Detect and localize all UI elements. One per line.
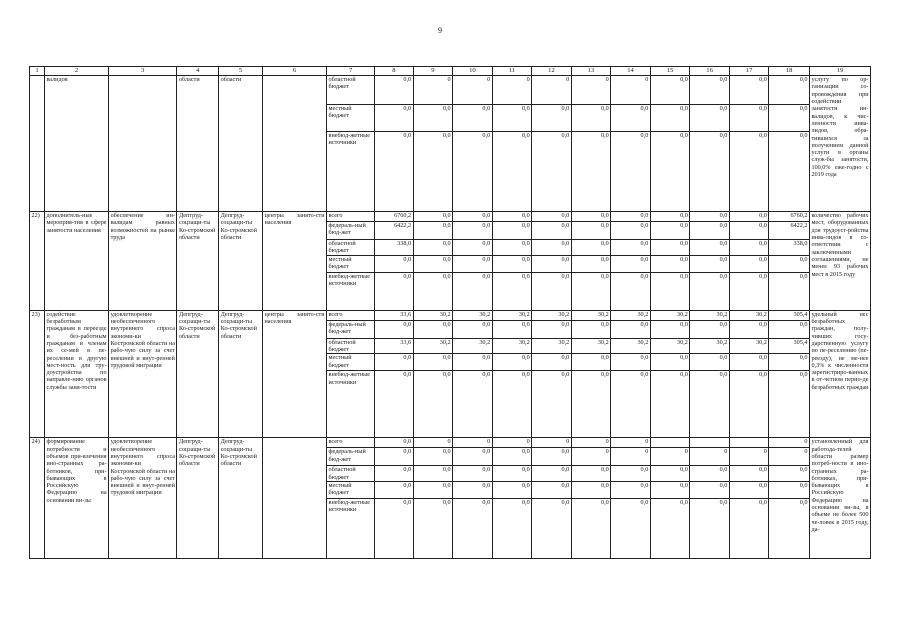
funding-value: 0,0 [375, 466, 413, 482]
funding-value: 0,0 [690, 498, 730, 558]
column-number-16: 16 [690, 67, 730, 76]
funding-value: 0,0 [532, 255, 572, 272]
funding-value: 0,0 [453, 448, 493, 466]
funding-value: 0,0 [492, 105, 532, 132]
funding-value: 0,0 [729, 498, 769, 558]
funding-value: 0,0 [375, 481, 413, 498]
funding-value: 30,2 [650, 310, 690, 320]
funding-value: 0,0 [690, 481, 730, 498]
column-number-11: 11 [492, 67, 532, 76]
funding-source: местный бюджет [327, 255, 375, 272]
funding-source: внебюд-жетные источники [327, 132, 375, 212]
funding-value: 0,0 [571, 466, 611, 482]
funding-value: 0,0 [729, 212, 769, 222]
funding-value: 0,0 [611, 240, 651, 256]
funding-source: местный бюджет [327, 481, 375, 498]
funding-value: 30,2 [690, 338, 730, 354]
activity-task: удовлетворение необеспеченного внутреннего спроса экономи-ки Костромской области на рабо-чую силу за счет внешней и внут-ренней трудовой миграции [109, 310, 177, 438]
funding-value: 30,2 [453, 338, 493, 354]
funding-value: 30,2 [690, 310, 730, 320]
co-executor: Депгруд-соцзащи-ты Ко-стромской области [219, 310, 263, 438]
funding-value: 0,0 [413, 466, 453, 482]
funding-value: 0,0 [650, 272, 690, 310]
funding-value: 0 [611, 76, 651, 105]
funding-value: 0,0 [413, 240, 453, 256]
activity-name: формирование потребности и объемов при-влечения ино-странных ра-ботников, при-бывающих в Российскую Федерацию на основании ви-зы [44, 438, 108, 559]
funding-value: 0 [769, 448, 810, 466]
column-number-4: 4 [177, 67, 219, 76]
funding-value: 0,0 [729, 272, 769, 310]
funding-value: 6422,2 [375, 222, 413, 240]
responsible-executor: области [177, 76, 219, 212]
funding-value: 0,0 [532, 481, 572, 498]
funding-value: 0,0 [413, 272, 453, 310]
co-executor: области [219, 76, 263, 212]
table-row [30, 310, 871, 320]
funding-value: 0,0 [413, 320, 453, 338]
funding-value: 0 [611, 448, 651, 466]
funding-value: 305,4 [769, 338, 810, 354]
funding-value: 0,0 [492, 132, 532, 212]
funding-value: 0 [690, 448, 730, 466]
funding-source: всего [327, 212, 375, 222]
activity-number: 22) [30, 212, 45, 311]
funding-value: 0,0 [375, 354, 413, 371]
funding-value: 0,0 [611, 212, 651, 222]
funding-value: 30,2 [453, 310, 493, 320]
funding-value: 30,2 [611, 338, 651, 354]
funding-value: 0,0 [729, 240, 769, 256]
funding-source: федераль-ный бюд-жет [327, 448, 375, 466]
funding-value: 0 [453, 438, 493, 448]
column-number-10: 10 [453, 67, 493, 76]
funding-value: 0,0 [453, 320, 493, 338]
funding-value: 0,0 [650, 222, 690, 240]
funding-value: 0,0 [611, 105, 651, 132]
funding-value: 0,0 [532, 320, 572, 338]
funding-value: 6760,2 [769, 212, 810, 222]
funding-value: 0,0 [375, 371, 413, 438]
funding-value: 0,0 [650, 76, 690, 105]
funding-source: областной бюджет [327, 338, 375, 354]
column-number-13: 13 [571, 67, 611, 76]
funding-value: 30,2 [492, 310, 532, 320]
program-activities-table [29, 66, 871, 559]
table-row [30, 76, 871, 105]
funding-value: 0,0 [571, 272, 611, 310]
funding-value: 0 [571, 76, 611, 105]
funding-value: 30,2 [729, 310, 769, 320]
expected-result: удельный вес безработных граждан, полу-чивших госу-дарственную услугу по пе-реселению (пе-реезду), не ме-нее 0,3% к численности зарегистриро-ванных в от-четном перио-де безработных граждан [809, 310, 870, 438]
funding-value: 0,0 [413, 105, 453, 132]
funding-value: 0,0 [492, 466, 532, 482]
funding-value: 30,2 [532, 310, 572, 320]
funding-value: 0,0 [650, 498, 690, 558]
funding-value: 0,0 [769, 105, 810, 132]
funding-value: 0,0 [729, 132, 769, 212]
funding-value: 0,0 [532, 212, 572, 222]
funding-value: 0,0 [650, 240, 690, 256]
funding-value: 0,0 [729, 76, 769, 105]
funding-value: 0,0 [650, 466, 690, 482]
funding-value: 0,0 [375, 255, 413, 272]
funding-value: 0,0 [492, 498, 532, 558]
funding-value: 0,0 [413, 255, 453, 272]
funding-value: 30,2 [650, 338, 690, 354]
expected-result: услугу по ор-ганизации со-провождения при содействии занятости ин-валидов, к чис-ленности инва-лидов, обра-тившихся за получением данной услуги в органы служ-бы занятости, 100,0% еже-годно с 2019 года [809, 76, 870, 212]
funding-value: 0,0 [611, 255, 651, 272]
funding-value: 0,0 [571, 132, 611, 212]
funding-value: 0 [413, 76, 453, 105]
co-executor: Депгруд-соцзащи-ты Ко-стромской области [219, 438, 263, 559]
funding-value: 0,0 [611, 498, 651, 558]
activity-task: обеспечение ин-валидам равных возможностей на рынке труда [109, 212, 177, 311]
funding-value: 0,0 [453, 255, 493, 272]
funding-value: 0,0 [690, 371, 730, 438]
funding-value: 0,0 [690, 466, 730, 482]
funding-value: 0,0 [375, 132, 413, 212]
funding-value: 0,0 [690, 222, 730, 240]
funding-value: 0,0 [453, 354, 493, 371]
funding-source: областной бюджет [327, 466, 375, 482]
funding-value: 0,0 [532, 272, 572, 310]
funding-value: 0,0 [453, 132, 493, 212]
funding-value: 0,0 [650, 255, 690, 272]
funding-value: 0,0 [769, 255, 810, 272]
expected-result: установленный для работода-телей области размер потреб-ности в ино-странных ра-ботниках, при-бывающих в Российскую Федерацию на основании ви-зы, в объеме не более 500 че-ловек в 2015 году, да- [809, 438, 870, 559]
column-number-12: 12 [532, 67, 572, 76]
funding-value: 0,0 [532, 354, 572, 371]
funding-value: 0,0 [690, 105, 730, 132]
funding-value: 0,0 [413, 448, 453, 466]
funding-value: 0,0 [769, 371, 810, 438]
funding-value: 0,0 [571, 255, 611, 272]
funding-value: 30,2 [729, 338, 769, 354]
funding-value: 0,0 [492, 320, 532, 338]
funding-value: 0,0 [729, 481, 769, 498]
funding-value: 0,0 [611, 132, 651, 212]
funding-value: 0,0 [650, 212, 690, 222]
funding-value: 0,0 [611, 320, 651, 338]
funding-source: федераль-ный бюд-жет [327, 320, 375, 338]
funding-value: 0,0 [492, 448, 532, 466]
funding-value: 0,0 [492, 481, 532, 498]
funding-value: 0,0 [611, 481, 651, 498]
activity-number [30, 76, 45, 212]
funding-value: 30,2 [413, 338, 453, 354]
funding-value: 0,0 [769, 132, 810, 212]
funding-value: 0 [769, 438, 810, 448]
funding-value: 0,0 [571, 354, 611, 371]
funding-value: 33,6 [375, 310, 413, 320]
funding-value: 0,0 [650, 371, 690, 438]
funding-value: 0,0 [571, 320, 611, 338]
funding-value: 0,0 [453, 212, 493, 222]
funding-value: 0,0 [769, 76, 810, 105]
funding-value: 0 [611, 438, 651, 448]
funding-value: 0,0 [571, 222, 611, 240]
funding-value: 0,0 [453, 240, 493, 256]
participant [262, 438, 326, 559]
funding-value: 0,0 [375, 272, 413, 310]
funding-source: местный бюджет [327, 354, 375, 371]
funding-value: 0,0 [532, 448, 572, 466]
funding-value: 0,0 [650, 354, 690, 371]
column-number-8: 8 [375, 67, 413, 76]
funding-value: 0 [650, 448, 690, 466]
column-number-5: 5 [219, 67, 263, 76]
funding-source: внебюд-жетные источники [327, 272, 375, 310]
funding-value: 0,0 [571, 240, 611, 256]
responsible-executor: Депгруд-соцзащи-ты Ко-стромской области [177, 438, 219, 559]
funding-value: 0,0 [492, 272, 532, 310]
funding-value: 0 [532, 438, 572, 448]
funding-value: 0,0 [413, 481, 453, 498]
funding-value: 0,0 [413, 132, 453, 212]
funding-value: 0,0 [492, 255, 532, 272]
funding-value: 30,2 [532, 338, 572, 354]
funding-value: 0 [492, 76, 532, 105]
funding-value: 30,2 [571, 310, 611, 320]
funding-value: 305,4 [769, 310, 810, 320]
page-number: 9 [438, 26, 442, 35]
funding-value: 0,0 [690, 240, 730, 256]
funding-value: 0,0 [375, 498, 413, 558]
funding-value: 0 [492, 438, 532, 448]
activity-task [109, 76, 177, 212]
column-number-6: 6 [262, 67, 326, 76]
funding-value: 30,2 [571, 338, 611, 354]
column-number-17: 17 [729, 67, 769, 76]
funding-value [650, 438, 690, 448]
funding-value: 0,0 [571, 212, 611, 222]
funding-value: 0,0 [413, 371, 453, 438]
funding-value: 0,0 [769, 498, 810, 558]
funding-value: 0,0 [453, 481, 493, 498]
responsible-executor: Дептруд-соцзащи-ты Ко-стромской области [177, 212, 219, 311]
funding-value: 0,0 [769, 320, 810, 338]
funding-value: 0 [532, 76, 572, 105]
funding-value: 0,0 [492, 222, 532, 240]
funding-value: 0,0 [650, 105, 690, 132]
funding-value: 0,0 [492, 354, 532, 371]
funding-value: 0,0 [611, 272, 651, 310]
funding-value: 0,0 [769, 481, 810, 498]
column-number-1: 1 [30, 67, 45, 76]
column-number-14: 14 [611, 67, 651, 76]
funding-source: федераль-ный бюд-жет [327, 222, 375, 240]
column-number-15: 15 [650, 67, 690, 76]
funding-source: внебюд-жетные источники [327, 498, 375, 558]
funding-value: 0,0 [453, 222, 493, 240]
funding-source: всего [327, 438, 375, 448]
expected-result: количество рабочих мест, оборудованных для трудоуст-ройства инва-лидов в со-ответствии с заключенными соглашениями, не менее 93 рабочих мест в 2015 году [809, 212, 870, 311]
column-number-7: 7 [327, 67, 375, 76]
funding-value: 0,0 [690, 320, 730, 338]
column-number-19: 19 [809, 67, 870, 76]
funding-source: областной бюджет [327, 240, 375, 256]
funding-value: 0,0 [375, 320, 413, 338]
column-number-2: 2 [44, 67, 108, 76]
column-number-3: 3 [109, 67, 177, 76]
funding-value: 0,0 [571, 105, 611, 132]
funding-value: 0,0 [375, 438, 413, 448]
funding-source: всего [327, 310, 375, 320]
funding-value: 0,0 [690, 354, 730, 371]
funding-value: 0,0 [611, 466, 651, 482]
funding-value: 0,0 [650, 132, 690, 212]
funding-value: 6760,2 [375, 212, 413, 222]
funding-value: 0,0 [413, 212, 453, 222]
funding-value: 0,0 [532, 132, 572, 212]
funding-value: 0,0 [729, 320, 769, 338]
activity-number: 23) [30, 310, 45, 438]
funding-value: 0,0 [375, 448, 413, 466]
participant: центры занято-сти населения [262, 310, 326, 438]
funding-value: 0,0 [611, 222, 651, 240]
funding-value: 0,0 [650, 481, 690, 498]
participant: центры занято-сти населения [262, 212, 326, 311]
funding-value: 0,0 [571, 481, 611, 498]
funding-value: 0,0 [690, 76, 730, 105]
funding-value: 0,0 [532, 222, 572, 240]
funding-value: 0,0 [690, 272, 730, 310]
table-row [30, 438, 871, 448]
funding-value: 0,0 [532, 466, 572, 482]
funding-value: 0,0 [729, 466, 769, 482]
funding-value: 0,0 [729, 371, 769, 438]
column-number-18: 18 [769, 67, 810, 76]
funding-value: 0,0 [375, 105, 413, 132]
funding-value: 0,0 [611, 354, 651, 371]
funding-value: 0,0 [769, 354, 810, 371]
funding-value: 0,0 [611, 371, 651, 438]
funding-value: 0,0 [453, 466, 493, 482]
funding-value: 0,0 [492, 212, 532, 222]
funding-value: 0,0 [413, 354, 453, 371]
activity-name: содействие безработным гражданам в переезде и без-работным гражданам и членам их се-мей в пе-реселении в другую мест-ность для тру-доустройства по направле-нию органов службы заня-тости [44, 310, 108, 438]
co-executor: Депгруд-соцзащи-ты Ко-стромской области [219, 212, 263, 311]
funding-value: 33,6 [375, 338, 413, 354]
column-number-9: 9 [413, 67, 453, 76]
funding-value: 0,0 [492, 371, 532, 438]
activity-task: удовлетворение необеспеченного внутреннего спроса экономи-ки Костромской области на рабо-чую силу за счет внешней и внут-ренней трудовой миграции [109, 438, 177, 559]
funding-value: 0,0 [571, 371, 611, 438]
funding-source: областной бюджет [327, 76, 375, 105]
funding-value: 0 [413, 438, 453, 448]
funding-value: 0,0 [453, 498, 493, 558]
funding-value: 338,0 [375, 240, 413, 256]
funding-value: 30,2 [413, 310, 453, 320]
funding-value: 0,0 [453, 105, 493, 132]
funding-value: 0,0 [453, 371, 493, 438]
activity-name: валидов [44, 76, 108, 212]
funding-value: 0,0 [375, 76, 413, 105]
funding-value: 0,0 [453, 272, 493, 310]
funding-value: 30,2 [611, 310, 651, 320]
funding-value: 0,0 [532, 105, 572, 132]
funding-value: 0,0 [769, 272, 810, 310]
funding-source: местный бюджет [327, 105, 375, 132]
funding-value: 0,0 [532, 371, 572, 438]
funding-source: внебюд-жетные источники [327, 371, 375, 438]
column-number-row [30, 67, 871, 76]
funding-value: 0,0 [532, 240, 572, 256]
activity-name: дополнитель-ные мероприя-тия в сфере занятости населения [44, 212, 108, 311]
funding-value: 6422,2 [769, 222, 810, 240]
funding-value: 0,0 [532, 498, 572, 558]
funding-value: 0,0 [413, 222, 453, 240]
funding-value: 30,2 [492, 338, 532, 354]
funding-value: 0,0 [413, 498, 453, 558]
funding-value: 0,0 [690, 212, 730, 222]
funding-value: 0 [571, 448, 611, 466]
responsible-executor: Депгруд-соцзащи-ты Ко-стромской области [177, 310, 219, 438]
activity-number: 24) [30, 438, 45, 559]
funding-value: 0,0 [690, 255, 730, 272]
funding-value [729, 438, 769, 448]
funding-value: 0 [453, 76, 493, 105]
funding-value: 0,0 [729, 255, 769, 272]
funding-value: 0 [571, 438, 611, 448]
funding-value: 0,0 [729, 222, 769, 240]
funding-value: 0,0 [729, 354, 769, 371]
funding-value: 0,0 [690, 132, 730, 212]
funding-value: 0,0 [769, 466, 810, 482]
participant [262, 76, 326, 212]
funding-value: 0 [729, 448, 769, 466]
funding-value: 0,0 [571, 498, 611, 558]
funding-value [690, 438, 730, 448]
funding-value: 0,0 [492, 240, 532, 256]
funding-value: 0,0 [650, 320, 690, 338]
funding-value: 338,0 [769, 240, 810, 256]
funding-value: 0,0 [729, 105, 769, 132]
table-row [30, 212, 871, 222]
